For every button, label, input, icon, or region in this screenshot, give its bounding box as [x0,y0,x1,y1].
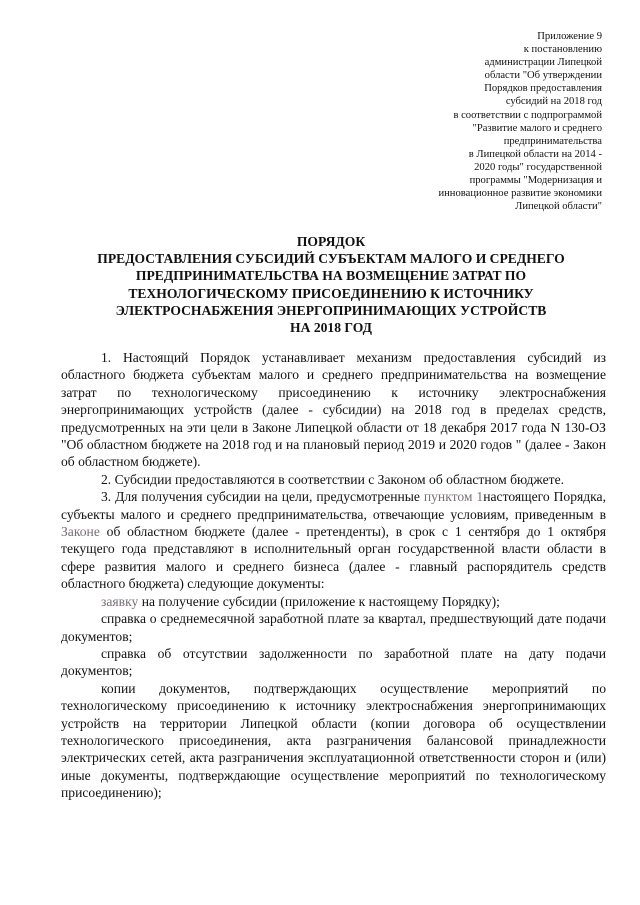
clause-1-link[interactable]: пунктом 1 [423,489,484,505]
application-link[interactable]: заявку [101,593,139,609]
appendix-line: администрации Липецкой [484,57,602,69]
law-link[interactable]: Законе [61,524,100,540]
appendix-line: 2020 годы" государственной [474,161,602,173]
title-line: ЭЛЕКТРОСНАБЖЕНИЯ ЭНЕРГОПРИНИМАЮЩИХ УСТРОЙСТВ [115,302,547,318]
document-title [40,233,622,336]
appendix-line: Порядков предоставления [484,83,602,95]
appendix-line: к постановлению [523,44,602,56]
appendix-line: инновационное развитие экономики [438,188,602,200]
appendix-line: субсидий на 2018 год [505,96,602,108]
title-line: ПОРЯДОК [296,234,366,249]
paragraph-3-text-b: настоящего Порядка, субъекты малого и среднего предпринимательства, отвечающие условиям, приведенным в [61,489,606,522]
appendix-line: области "Об утверждении [484,70,602,82]
appendix-line: Липецкой области" [515,201,602,213]
appendix-note [400,30,602,213]
appendix-line: "Развитие малого и среднего [472,122,602,134]
paragraph-6: справка об отсутствии задолженности по заработной плате на дату подачи документов; [61,645,606,679]
appendix-line: предпринимательства [503,135,602,147]
appendix-line: Приложение 9 [537,31,602,42]
appendix-line: в соответствии с подпрограммой [453,109,602,121]
paragraph-3-text-a: 3. Для получения субсидии на цели, предусмотренные [101,489,424,505]
title-line: ТЕХНОЛОГИЧЕСКОМУ ПРИСОЕДИНЕНИЮ К ИСТОЧНИКУ [128,285,534,301]
paragraph-4-text: на получение субсидии (приложение к настоящему Порядку); [138,593,500,609]
document-body [61,349,606,802]
paragraph-1: 1. Настоящий Порядок устанавливает механизм предоставления субсидий из областного бюджета субъектам малого и среднего предпринимательства на возмещение затрат по технологическому присоединению к источнику электроснабжения энергопринимающих устройств (далее - субсидии) на 2018 год в пределах средств, предусмотренных на эти цели в Законе Липецкой области от 18 декабря 2017 года N 130-ОЗ "Об областном бюджете на 2018 год и на плановый период 2019 и 2020 годов " (далее - Закон об областном бюджете). [61,350,606,470]
paragraph-3-text-c: об областном бюджете (далее - претенденты), в срок с 1 сентября до 1 октября текущего года представляют в исполнительный орган государственной власти области в сфере развития малого и среднего бизнеса (далее - главный распорядитель средств областного бюджета) следующие документы: [61,524,606,592]
paragraph-5: справка о среднемесячной заработной плате за квартал, предшествующий дате подачи документов; [61,611,606,644]
paragraph-7: копии документов, подтверждающих осуществление мероприятий по технологическому присоединению к источнику электроснабжения энергопринимающих устройств на территории Липецкой области (копии договора об осуществлении технологического присоединения, акта разграничения балансовой принадлежности электрических сетей, акта разграничения эксплуатационной ответственности сторон и (или) иные документы, подтверждающие осуществление мероприятий по технологическому присоединению); [61,680,606,801]
title-line: ПРЕДПРИНИМАТЕЛЬСТВА НА ВОЗМЕЩЕНИЕ ЗАТРАТ ПО [135,268,527,284]
appendix-line: в Липецкой области на 2014 - [468,148,602,160]
appendix-line: программы "Модернизация и [469,175,602,187]
title-line: ПРЕДОСТАВЛЕНИЯ СУБСИДИЙ СУБЪЕКТАМ МАЛОГО И СРЕДНЕГО [97,251,565,267]
paragraph-2: 2. Субсидии предоставляются в соответствии с Законом об областном бюджете. [101,471,565,487]
paragraph-3 [61,488,606,592]
title-line: НА 2018 ГОД [290,320,372,336]
paragraph-4 [61,593,606,610]
